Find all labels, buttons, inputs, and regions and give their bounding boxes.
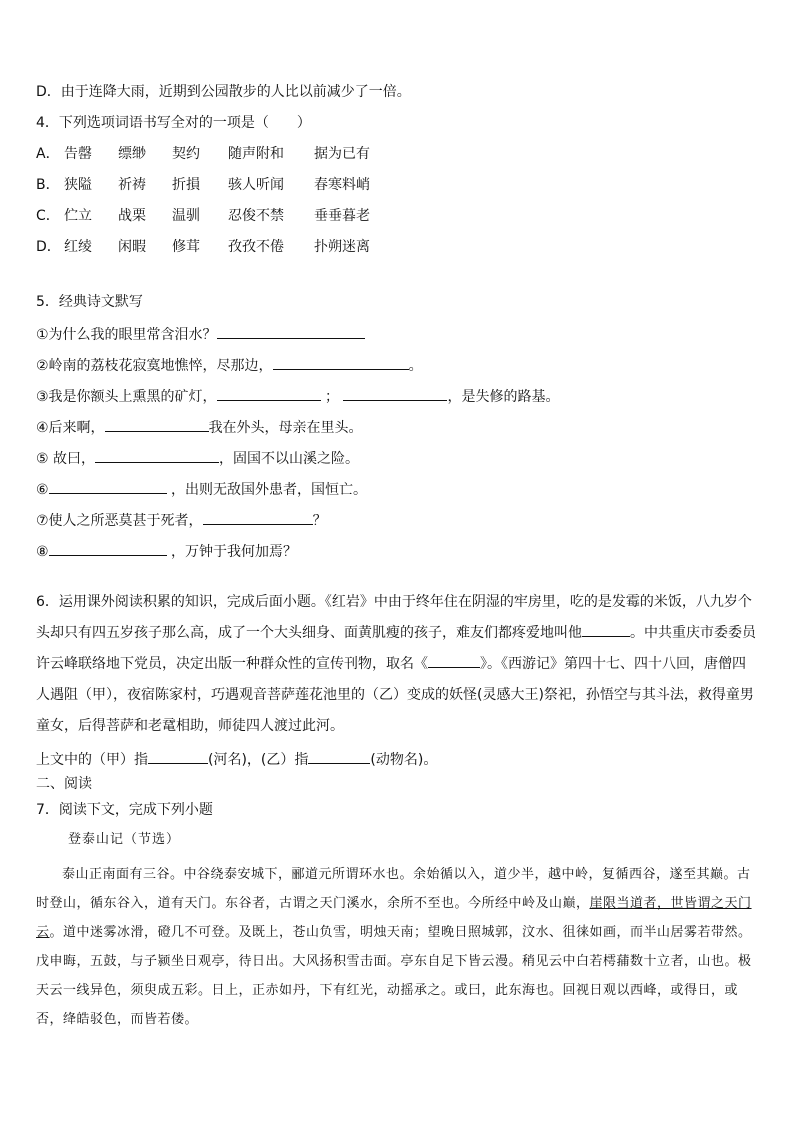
question-text: (河名)，(乙）指 (208, 752, 309, 768)
passage-text: 。道中迷雾冰滑，磴几不可登。及既上，苍山负雪，明烛天南；望晚日照城郭，汶水、徂徕如画，而半山居雾若带然。戊申晦，五鼓，与子颍坐日观亭，待日出。大风扬积雪击面。亭东自足下皆云漫。稍见云中白若樗蒱数十立者，山也。极天云一线异色，须臾成五彩。日上，正赤如丹，下有红光，动摇承之。或曰，此东海也。回视日观以西峰，或得日，或否，绛皓驳色，而皆若偻。 (36, 925, 752, 1027)
item-text: ，固国不以山溪之险。 (219, 451, 360, 467)
item-text: ⑥ (36, 482, 49, 498)
option-word: 孜孜不倦 (228, 239, 284, 255)
item-text: ，出则无敌国外患者，国恒亡。 (171, 482, 368, 498)
option-word: 随声附和 (228, 146, 284, 162)
q6-passage (36, 587, 758, 742)
option-word: 闲暇 (118, 239, 146, 255)
answer-blank[interactable] (49, 540, 167, 556)
q4-stem: 4．下列选项词语书写全对的一项是（ ） (36, 115, 311, 131)
q5-item-4 (36, 416, 363, 438)
item-text: ⑦使人之所恶莫甚于死者， (36, 513, 203, 529)
q5-item-5 (36, 447, 359, 469)
item-text: 。 (408, 358, 423, 374)
option-word: 折損 (172, 177, 200, 193)
answer-blank[interactable] (217, 385, 321, 401)
answer-blank[interactable] (148, 748, 208, 764)
item-text: ； (325, 389, 340, 405)
q5-title: 5．经典诗文默写 (36, 294, 143, 310)
option-word: 忍俊不禁 (228, 208, 284, 224)
q5-item-3 (36, 385, 559, 407)
answer-blank[interactable] (105, 416, 209, 432)
passage-text: 。中共重庆市委委员许云峰联络地下党员，决定出版一种群众性的宣传刊物，取名《 (36, 625, 756, 672)
option-word: 战栗 (118, 208, 146, 224)
question-text: (动物名)。 (370, 752, 438, 768)
q5-item-6 (36, 478, 367, 500)
item-text: 我在外头，母亲在里头。 (208, 420, 363, 436)
option-word: 伫立 (64, 208, 92, 224)
passage-text: 6．运用课外阅读积累的知识，完成后面小题。《红岩》中由于终年住在阴湿的牢房里，吃的是发霉的米饭，八九岁个头却只有四五岁孩子那么高，成了一个大头细身、面黄肌瘦的孩子，难友们都疼爱地叫他 (36, 594, 752, 641)
option-word: 祈祷 (118, 177, 146, 193)
answer-blank[interactable] (428, 652, 480, 668)
option-word: 垂垂暮老 (314, 208, 370, 224)
answer-blank[interactable] (203, 509, 313, 525)
option-label: B． (36, 177, 60, 193)
q5-item-7 (36, 509, 327, 531)
option-word: 修茸 (172, 239, 200, 255)
item-text: ②岭南的荔枝花寂寞地憔悴，尽那边， (36, 358, 273, 374)
item-text: ③我是你额头上熏黑的矿灯， (36, 389, 217, 405)
option-word: 狭隘 (64, 177, 92, 193)
option-word: 缥缈 (118, 146, 146, 162)
item-text: ⑧ (36, 544, 49, 560)
q5-item-1 (36, 323, 365, 345)
option-word: 温驯 (172, 208, 200, 224)
question-text: 上文中的（甲）指 (36, 752, 148, 768)
item-text: ①为什么我的眼里常含泪水？ (36, 327, 217, 343)
answer-blank[interactable] (343, 385, 447, 401)
answer-blank[interactable] (49, 478, 167, 494)
option-word: 骇人听闻 (228, 177, 284, 193)
option-word: 据为已有 (314, 146, 370, 162)
item-text: ④后来啊， (36, 420, 105, 436)
q6-question (36, 748, 437, 770)
q5-item-2 (36, 354, 423, 376)
q3-option-d: D．由于连降大雨，近期到公园散步的人比以前减少了一倍。 (36, 84, 411, 100)
q7-stem: 7．阅读下文，完成下列小题 (36, 802, 213, 818)
classical-passage (36, 860, 758, 1034)
answer-blank[interactable] (95, 447, 219, 463)
option-word: 春寒料峭 (314, 177, 370, 193)
section-heading: 二、阅读 (36, 776, 92, 792)
answer-blank[interactable] (273, 354, 409, 370)
passage-text: 泰山正南面有三谷。中谷绕泰安城下，郦道元所谓环水也。余始循以入，道少半，越中岭，复循西谷，遂至其巅。古时登山，循东谷入，道有天门。东谷者，古谓之天门溪水，余所不至也。今所经中岭及山巅， (36, 867, 751, 911)
q5-item-8 (36, 540, 297, 562)
option-label: C． (36, 208, 60, 224)
passage-text: 》。《西游记》第四十七、四十八回，唐僧四人遇阻（甲），夜宿陈家村，巧遇观音菩萨莲花池里的（乙）变成的妖怪(灵感大王)祭祀，孙悟空与其斗法，救得童男童女，后得菩萨和老鼋相助，师徒四人渡过此河。 (36, 656, 754, 734)
option-label: A． (36, 146, 60, 162)
answer-blank[interactable] (308, 748, 370, 764)
option-word: 契约 (172, 146, 200, 162)
answer-blank[interactable] (217, 323, 365, 339)
option-word: 红绫 (64, 239, 92, 255)
option-word: 告罄 (64, 146, 92, 162)
answer-blank[interactable] (582, 621, 630, 637)
underlined-sentence: 崖限当道者，世皆谓之天门云 (36, 896, 752, 940)
passage-title: 登泰山记（节选） (68, 832, 181, 847)
item-text: ，是失修的路基。 (447, 389, 560, 405)
item-text: ？ (312, 513, 327, 529)
item-text: ⑤ 故曰， (36, 451, 96, 467)
item-text: ，万钟于我何加焉？ (171, 544, 298, 560)
option-word: 扑朔迷离 (314, 239, 370, 255)
option-label: D． (36, 239, 61, 255)
